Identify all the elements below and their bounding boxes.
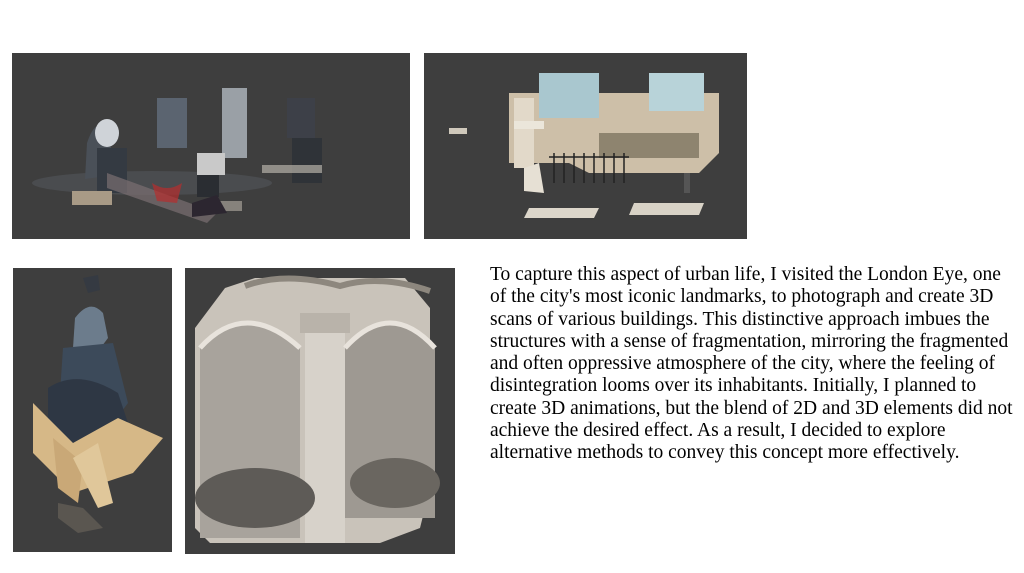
gothic-arches-scan-image — [185, 268, 455, 554]
essay-paragraph: To capture this aspect of urban life, I visited the London Eye, one of the city's most iconic landmarks, to photograph and create 3D scans of various buildings. This distinctive approach imbues the structures with a sense of fragmentation, mirroring the fragmented and often oppressive atmosphere of the city, where the feeling of disintegration looms over its inhabitants. Initially, I planned to create 3D animations, but the blend of 2D and 3D elements did not achieve the desired effect. As a result, I decided to explore alternative methods to convey this concept more effectively. — [490, 264, 1013, 464]
fragmented-monuments-scan-image — [12, 53, 410, 239]
pedestal-statue-scan-image — [13, 268, 172, 552]
building-facade-scan-image — [424, 53, 747, 239]
